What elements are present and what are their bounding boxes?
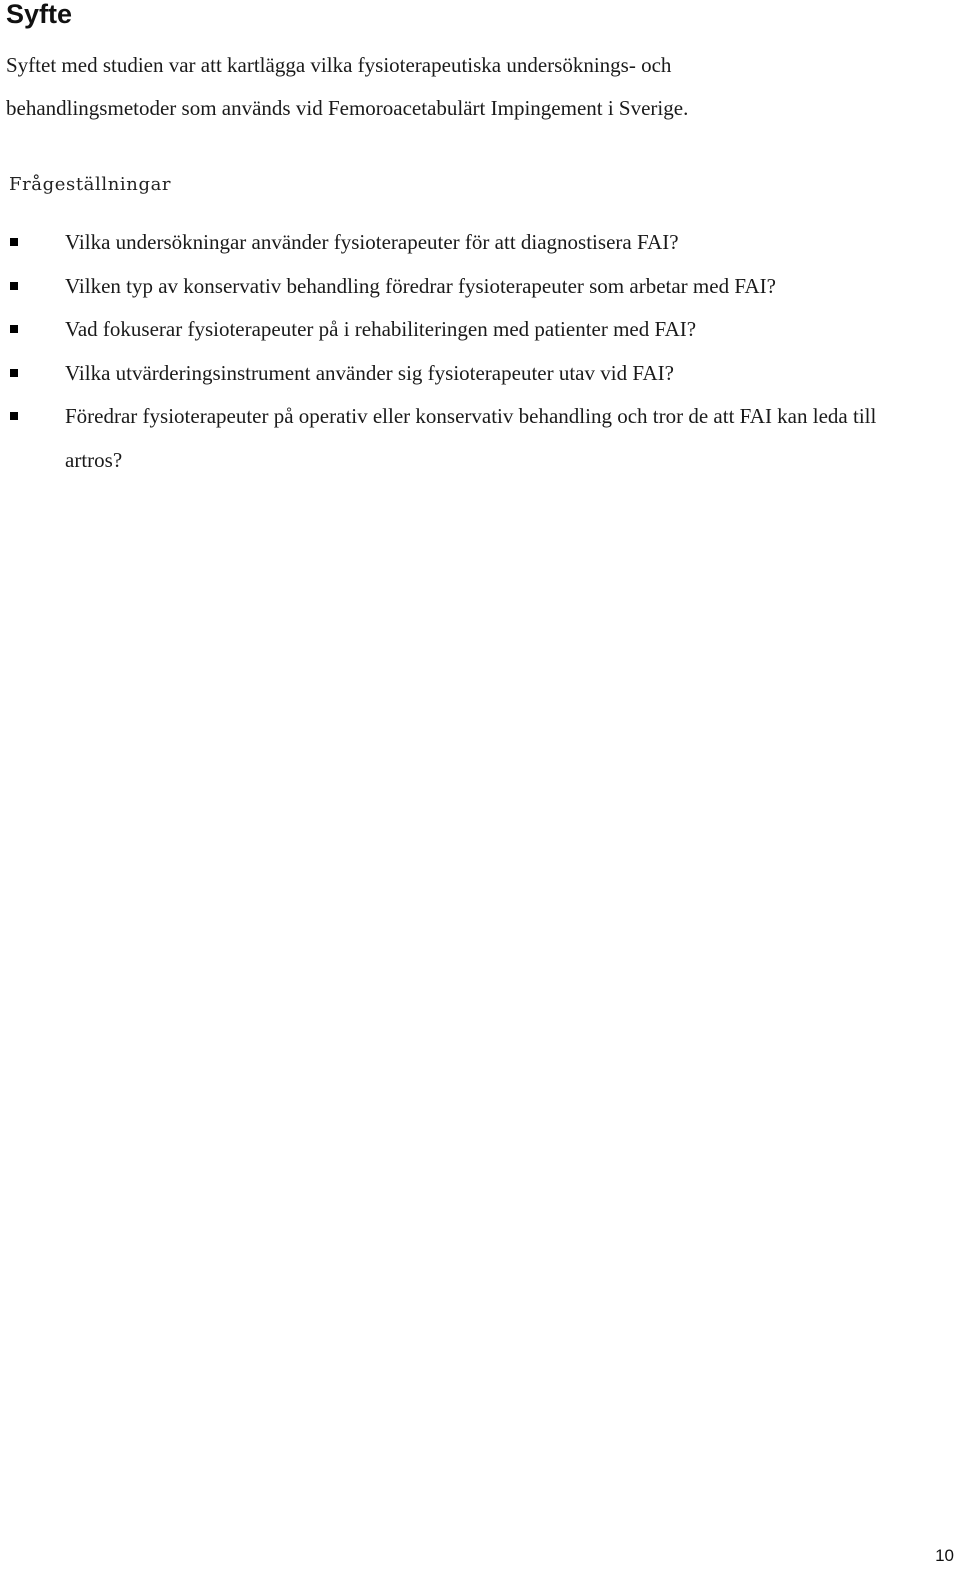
question-text: Vilka utvärderingsinstrument använder sig fysioterapeuter utav vid FAI? [65,360,674,385]
list-item [0,221,925,265]
square-bullet-icon [10,325,18,333]
section-heading: Syfte [6,0,73,29]
list-item [0,308,925,352]
question-text: Vad fokuserar fysioterapeuter på i rehabiliteringen med patienter med FAI? [65,317,697,341]
purpose-line: behandlingsmetoder som används vid Femoroacetabulärt Impingement i Sverige. [6,96,689,120]
page-number: 10 [935,1546,954,1565]
list-item [0,395,925,482]
question-text: Vilka undersökningar använder fysioterapeuter för att diagnostisera FAI? [65,230,679,254]
list-item [0,265,925,309]
question-text: Vilken typ av konservativ behandling föredrar fysioterapeuter som arbetar med FAI? [65,273,776,298]
list-item [0,352,925,396]
square-bullet-icon [10,282,18,290]
square-bullet-icon [10,369,18,377]
purpose-paragraph [6,44,946,130]
question-text: Föredrar fysioterapeuter på operativ eller konservativ behandling och tror de att FAI kan leda till artros? [65,404,877,472]
research-questions-heading: Frågeställningar [9,174,172,195]
research-questions-list [0,221,960,482]
square-bullet-icon [10,412,18,420]
square-bullet-icon [10,238,18,246]
purpose-line: Syftet med studien var att kartlägga vilka fysioterapeutiska undersöknings- och [6,53,672,77]
